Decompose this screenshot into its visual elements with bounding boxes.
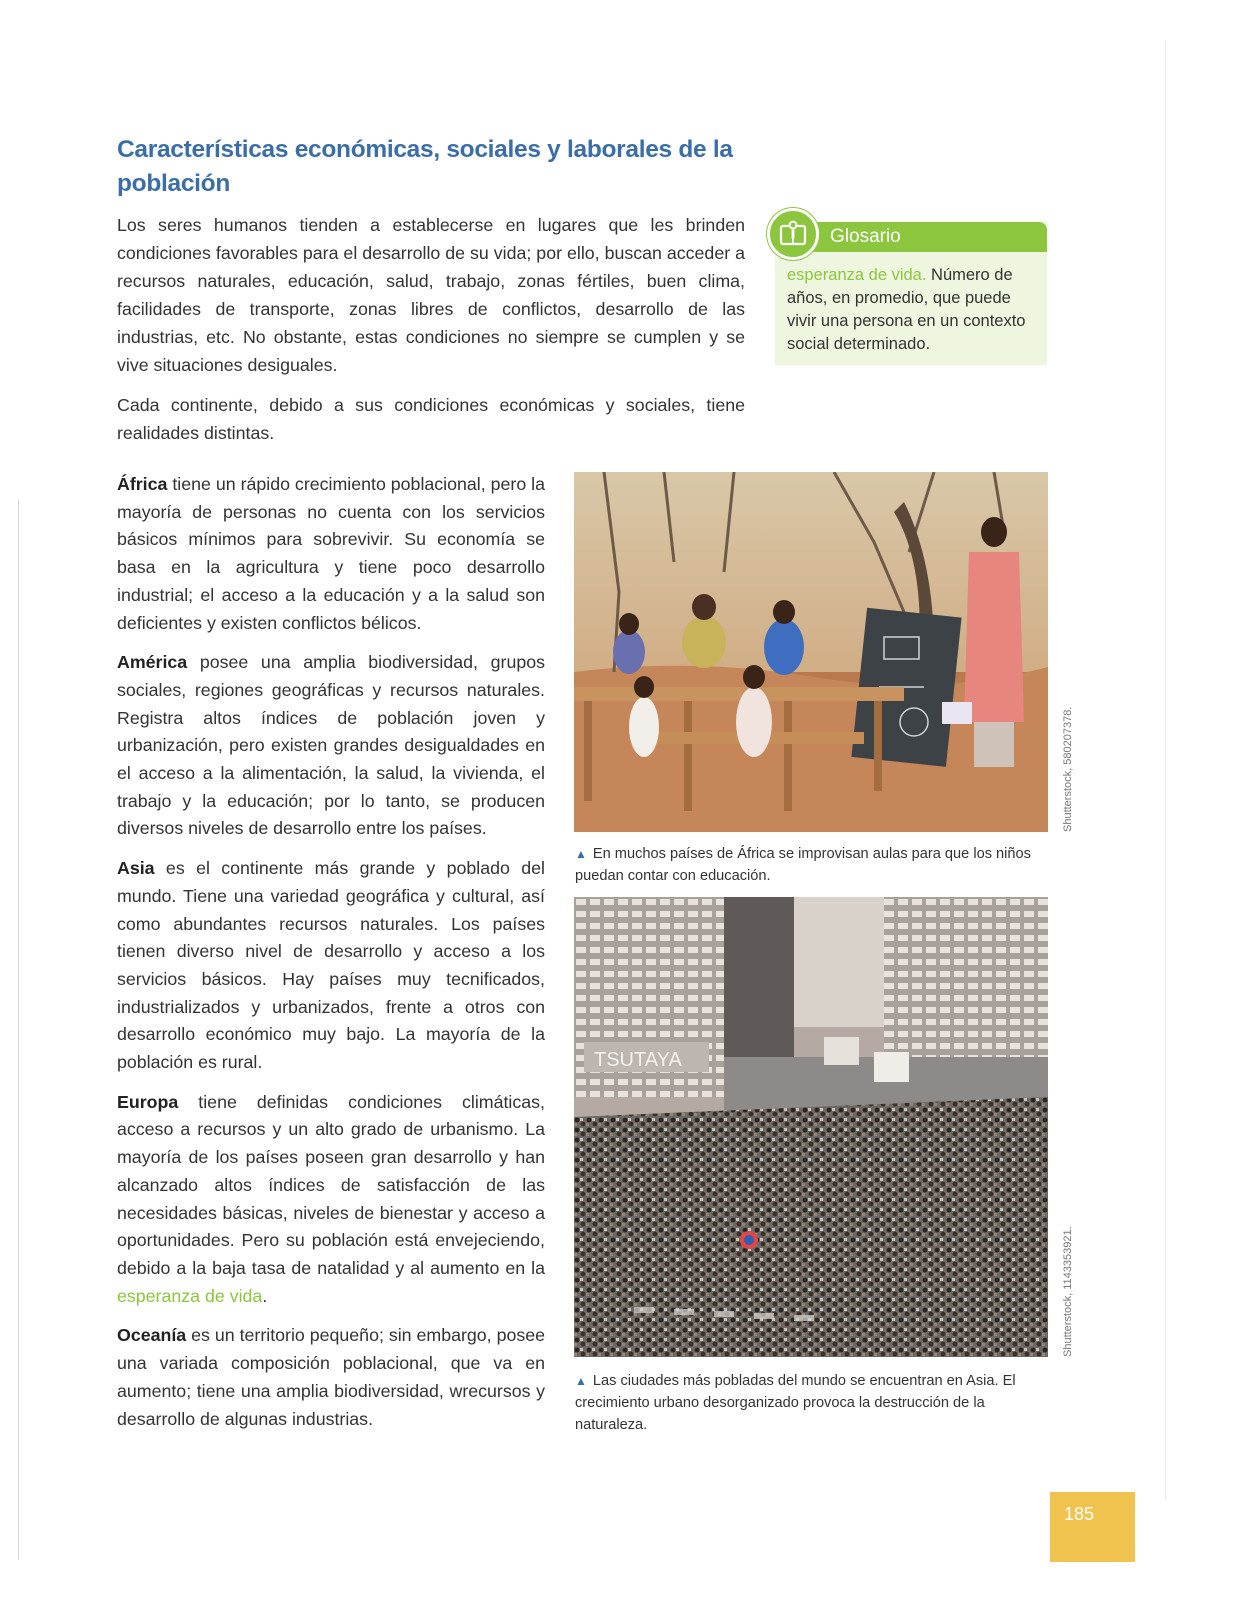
continent-paragraph-oceania: [117, 1322, 545, 1433]
continent-paragraph-america: [117, 649, 545, 843]
page-number-tab: [1050, 1492, 1135, 1562]
continent-name: Asia: [117, 858, 155, 879]
scan-edge-right: [1165, 40, 1166, 1500]
continent-text-end: .: [262, 1285, 268, 1306]
glossary-term: esperanza de vida.: [787, 266, 927, 284]
info-book-icon: [767, 208, 819, 260]
glossary-box: [775, 222, 1047, 365]
photo-caption-text: Las ciudades más pobladas del mundo se encuentran en Asia. El crecimiento urbano desorganizado provoca la destrucción de la naturaleza.: [575, 1373, 1016, 1433]
continent-name: Europa: [117, 1091, 179, 1112]
triangle-icon: ▲: [575, 847, 587, 861]
continent-name: África: [117, 474, 168, 494]
glossary-definition-text: Número de años, en promedio, que puede vivir una persona en un contexto social determinado.: [787, 266, 1026, 353]
photo-caption-text: En muchos países de África se improvisan aulas para que los niños puedan contar con educación.: [575, 846, 1031, 884]
photo-caption: [575, 1370, 1045, 1436]
intro-paragraph-2: Cada continente, debido a sus condiciones económicas y sociales, tiene realidades distintas.: [117, 395, 745, 443]
page-number: 185: [1064, 1504, 1095, 1524]
glossary-title: Glosario: [830, 226, 901, 247]
continent-name: Oceanía: [117, 1325, 187, 1346]
continent-paragraph-africa: [117, 471, 545, 637]
continent-text: posee una amplia biodiversidad, grupos sociales, regiones geográficas y recursos naturales. Registra altos índices de población joven y urbanización, pero existen grandes desigualdades en el acceso a la alimentación, la salud, la vivienda, el trabajo y la educación; por lo tanto, se producen diversos niveles de desarrollo entre los países.: [117, 652, 545, 839]
continent-text: es el continente más grande y poblado del mundo. Tiene una variedad geográfica y cultural, así como abundantes recursos naturales. Los países tienen diverso nivel de desarrollo y acceso a los servicios básicos. Hay países muy tecnificados, industrializados y urbanizados, frente a otros con desarrollo económico muy bajo. La mayoría de la población es rural.: [117, 858, 545, 1073]
glossary-definition: [787, 264, 1037, 356]
continent-name: América: [117, 652, 188, 673]
scan-edge-left: [18, 500, 19, 1560]
section-heading: Características económicas, sociales y laborales de la población: [117, 136, 733, 197]
continent-paragraph-europa: [117, 1089, 545, 1311]
photo-credit: Shutterstock, 1143353921.: [1062, 1226, 1074, 1357]
photo-africa-classroom: [574, 472, 1048, 832]
store-sign: TSUTAYA: [594, 1049, 682, 1071]
intro-paragraph-1: Los seres humanos tienden a establecerse en lugares que les brinden condiciones favorables para el desarrollo de su vida; por ello, buscan acceder a recursos naturales, educación, salud, trabajo, zonas fértiles, buen clima, facilidades de transporte, zonas libres de conflictos, desarrollo de las industrias, etc. No obstante, estas condiciones no siempre se cumplen y se vive situaciones desiguales.: [117, 215, 745, 375]
photo-caption: [575, 843, 1045, 887]
photo-asia-city: [574, 897, 1048, 1357]
continent-text: es un territorio pequeño; sin embargo, posee una variada composición poblacional, que va en aumento; tiene una amplia biodiversidad, wrecursos y desarrollo de algunas industrias.: [117, 1325, 546, 1429]
continent-text: tiene definidas condiciones climáticas, acceso a recursos y un alto grado de urbanismo. La mayoría de los países poseen gran desarrollo y han alcanzado altos índices de satisfacción de las necesidades básicas, niveles de bienestar y acceso a oportunidades. Pero su población está envejeciendo, debido a la baja tasa de natalidad y al aumento en la: [117, 1091, 545, 1278]
continents-column: [117, 471, 545, 1445]
photo-credit: Shutterstock, 580207378.: [1062, 706, 1074, 832]
continent-paragraph-asia: [117, 855, 545, 1077]
continent-text: tiene un rápido crecimiento poblacional, pero la mayoría de personas no cuenta con los servicios básicos mínimos para sobrevivir. Su economía se basa en la agricultura y tiene poco desarrollo industrial; el acceso a la educación y a la salud son deficientes y existen conflictos bélicos.: [117, 474, 545, 633]
glossary-link[interactable]: esperanza de vida: [117, 1285, 263, 1306]
intro-text: [117, 211, 745, 459]
triangle-icon: ▲: [575, 1374, 587, 1388]
